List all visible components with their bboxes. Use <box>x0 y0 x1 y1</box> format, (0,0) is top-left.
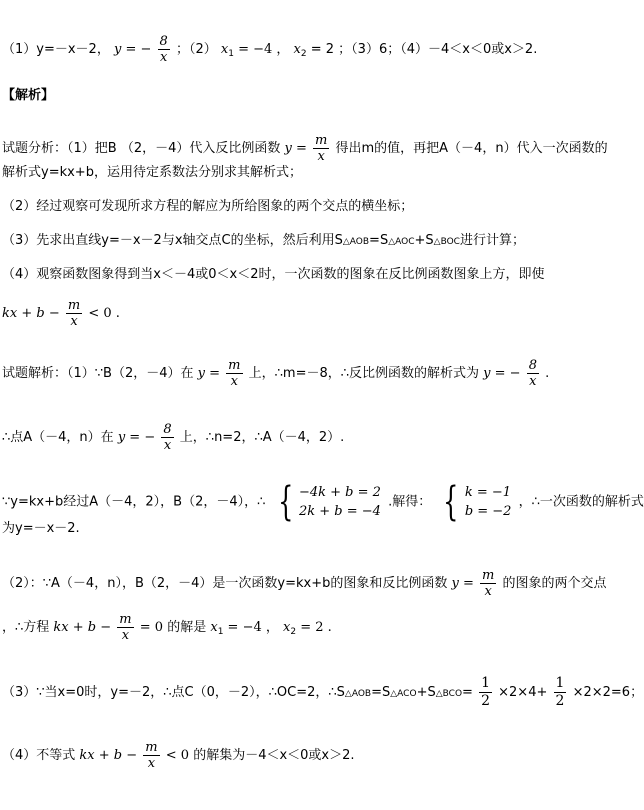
equation-row: 2k + b = −4 <box>298 504 381 519</box>
denominator: x <box>484 584 492 599</box>
numerator: m <box>228 358 241 373</box>
solution-text: ×2×4+ <box>498 685 548 700</box>
analysis-text: =S <box>369 233 389 248</box>
analysis-text: 得出m的值，再把A（－4，n）代入一次函数的 <box>335 141 608 156</box>
x2-var: x <box>283 620 291 635</box>
math-y: y = <box>284 141 307 156</box>
solution-text: 的解是 <box>167 620 207 635</box>
x1-value: = −4 ， <box>223 620 279 635</box>
brace-icon: { <box>443 479 459 525</box>
subscript: △BCO <box>435 689 463 699</box>
math-y: y = − <box>117 430 156 445</box>
solution-text: 的图象的两个交点 <box>502 576 607 591</box>
solution-line-3 <box>2 479 644 525</box>
solution-text: ∵y=kx+b经过A（－4，2），B（2，－4），∴ <box>2 494 266 510</box>
subscript: △AOC <box>388 237 415 247</box>
solution-system <box>438 479 512 525</box>
analysis-header: 【解析】 <box>2 88 55 103</box>
equation-row: k = −1 <box>464 485 512 500</box>
answer-expr-y: y = − <box>113 42 152 57</box>
numerator: m <box>145 740 158 755</box>
math-expr: < 0 . <box>88 306 120 321</box>
numerator: m <box>315 133 328 148</box>
math-expr: kx + b − <box>53 620 112 635</box>
subscript: △ACO <box>390 689 417 699</box>
subscript: △AOB <box>342 237 370 247</box>
analysis-text: 试题分析：（1）把B （2，－4）代入反比例函数 <box>2 141 281 156</box>
solution-text: =S <box>371 685 391 700</box>
solution-text: （3）∵当x=0时，y=－2，∴点C（0，－2），∴OC=2，∴S <box>2 685 345 700</box>
x2-value: = 2 . <box>296 620 332 635</box>
denominator: x <box>529 374 537 389</box>
fraction-one-half <box>554 675 567 710</box>
solution-text: +S <box>416 685 436 700</box>
math-expr: = 0 <box>139 620 164 635</box>
analysis-line-4 <box>2 232 525 251</box>
numerator: m <box>119 612 132 627</box>
solution-text: 试题解析：（1）∵B（2，－4）在 <box>2 366 194 381</box>
x1-sub: 1 <box>228 49 234 59</box>
subscript: △BOC <box>433 237 460 247</box>
denominator: 2 <box>555 693 565 709</box>
solution-line-1 <box>2 358 549 389</box>
numerator: 1 <box>555 675 565 691</box>
math-expr: kx + b − <box>79 748 138 763</box>
numerator: m <box>482 568 495 583</box>
fraction-m-over-x <box>313 133 329 164</box>
equation-row: b = −2 <box>464 504 512 519</box>
equation-row: −4k + b = 2 <box>298 485 381 500</box>
solution-text: 上，∴m=－8，∴反比例函数的解析式为 <box>248 366 480 381</box>
x1-var: x <box>210 620 218 635</box>
denominator: x <box>317 149 325 164</box>
solution-text: ×2×2=6； <box>572 685 644 700</box>
math-expr: < 0 <box>165 748 190 763</box>
fraction-m-over-x <box>480 568 496 599</box>
solution-line-6 <box>2 612 332 643</box>
fraction-8-over-x <box>161 422 173 453</box>
x1-var: x <box>220 42 229 57</box>
analysis-line-2: 解析式y=kx+b，运用待定系数法分别求其解析式； <box>2 165 302 180</box>
numerator: 8 <box>159 34 168 49</box>
analysis-line-6 <box>2 298 120 329</box>
solution-text: 上，∴n=2，∴A（－4，2）. <box>179 430 345 445</box>
numerator: m <box>67 298 81 313</box>
fraction-m-over-x <box>66 298 82 329</box>
solution-text: . <box>545 366 550 381</box>
x2-value-rest: = 2 ；（3）6；（4）－4＜x＜0或x＞2. <box>306 42 538 57</box>
answer-part1: （1）y=－x－2， <box>2 42 110 57</box>
solution-text: 的解集为－4＜x＜0或x＞2. <box>193 748 355 763</box>
x2-sub: 2 <box>300 49 307 59</box>
denominator: x <box>230 374 238 389</box>
denominator: x <box>147 756 156 771</box>
solution-line-8 <box>2 740 355 771</box>
analysis-text: 进行计算； <box>459 233 525 248</box>
x1-value: = −4 ， <box>233 42 290 57</box>
denominator: x <box>121 628 130 643</box>
numerator: 1 <box>481 675 490 691</box>
x1-sub: 1 <box>217 627 224 637</box>
solution-text: ，∴方程 <box>2 620 50 635</box>
solution-text: .解得： <box>388 494 432 510</box>
fraction-one-half <box>479 675 492 710</box>
brace-icon: { <box>277 479 293 525</box>
solution-text: ∴点A（－4，n）在 <box>2 430 114 445</box>
denominator: x <box>159 50 168 65</box>
solution-text: （4）不等式 <box>2 748 76 763</box>
fraction-m-over-x <box>143 740 159 771</box>
fraction-m-over-x <box>226 358 242 389</box>
math-y: y = <box>197 366 221 381</box>
answer-line <box>2 34 537 65</box>
equation-system <box>273 479 381 525</box>
solution-line-2 <box>2 422 344 453</box>
analysis-line-5: （4）观察函数图象得到当x＜－4或0＜x＜2时，一次函数的图象在反比例函数图象上方，即使 <box>2 267 545 282</box>
solution-line-5 <box>2 568 607 599</box>
fraction-m-over-x <box>117 612 133 643</box>
answer-fraction <box>158 34 170 65</box>
analysis-text: （3）先求出直线y=－x－2与x轴交点C的坐标，然后利用S <box>2 233 343 248</box>
numerator: 8 <box>528 358 537 373</box>
numerator: 8 <box>163 422 172 437</box>
solution-line-4: 为y=－x－2. <box>2 521 80 536</box>
denominator: 2 <box>481 693 490 709</box>
analysis-line-1 <box>2 133 608 164</box>
solution-text: （2）：∵A（－4，n），B（2，－4）是一次函数y=kx+b的图象和反比例函数 <box>2 576 448 591</box>
math-expr: kx + b − <box>2 306 60 321</box>
denominator: x <box>163 438 172 453</box>
solution-text: = <box>462 685 473 700</box>
x2-var: x <box>293 42 301 57</box>
math-y: y = <box>451 576 474 591</box>
x2-sub: 2 <box>290 627 297 637</box>
fraction-8-over-x <box>527 358 539 389</box>
analysis-line-3: （2）经过观察可发现所求方程的解应为所给图象的两个交点的横坐标； <box>2 199 414 214</box>
solution-text: ，∴一次函数的解析式 <box>518 494 644 510</box>
denominator: x <box>70 314 78 329</box>
analysis-text: +S <box>414 233 434 248</box>
answer-part2: ；（2） <box>175 42 217 57</box>
subscript: △AOB <box>344 689 372 699</box>
solution-line-7 <box>2 675 643 710</box>
math-y: y = − <box>483 366 521 381</box>
